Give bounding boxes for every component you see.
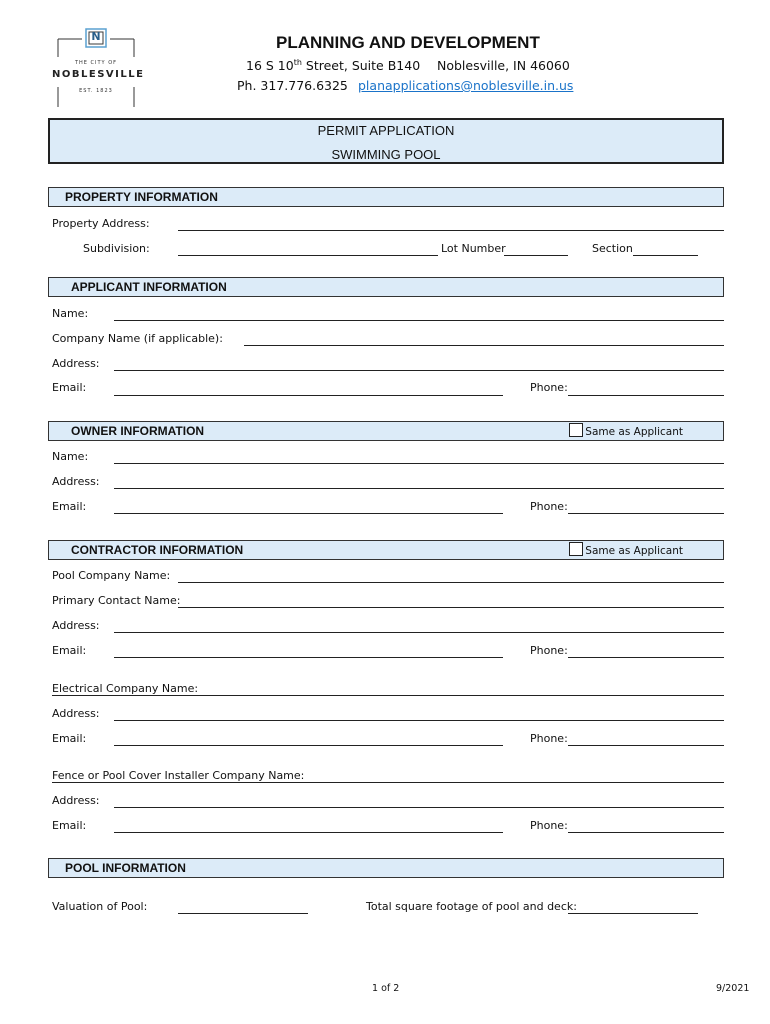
owner-heading: OWNER INFORMATION <box>71 424 205 438</box>
electrical-company-field[interactable] <box>52 695 724 696</box>
owner-address-field[interactable] <box>114 488 724 489</box>
applicant-email-label: Email: <box>52 381 87 394</box>
owner-email-label: Email: <box>52 500 87 513</box>
electrical-address-label: Address: <box>52 707 100 720</box>
applicant-phone-label: Phone: <box>530 381 568 394</box>
section-label: Section <box>592 242 633 255</box>
pool-valuation-field[interactable] <box>178 913 308 914</box>
page-number: 1 of 2 <box>372 983 400 994</box>
pool-sqft-label: Total square footage of pool and deck: <box>366 900 577 913</box>
pool-heading: POOL INFORMATION <box>65 861 186 875</box>
applicant-name-field[interactable] <box>114 320 724 321</box>
fence-address-field[interactable] <box>114 807 724 808</box>
contractor-phone-label: Phone: <box>530 644 568 657</box>
subdivision-label: Subdivision: <box>83 242 150 255</box>
applicant-address-label: Address: <box>52 357 100 370</box>
electrical-address-field[interactable] <box>114 720 724 721</box>
department-address <box>246 58 420 73</box>
contractor-phone-field[interactable] <box>568 657 724 658</box>
logo-city: NOBLESVILLE <box>52 69 145 80</box>
owner-name-field[interactable] <box>114 463 724 464</box>
address-post: Street, Suite B140 <box>301 58 421 74</box>
applicant-address-field[interactable] <box>114 370 724 371</box>
logo-small-top: THE CITY OF <box>74 60 118 66</box>
contractor-section-header <box>48 540 724 560</box>
electrical-phone-field[interactable] <box>568 745 724 746</box>
electrical-company-label: Electrical Company Name: <box>52 682 199 695</box>
owner-name-label: Name: <box>52 450 89 463</box>
lot-number-label: Lot Number <box>441 242 506 255</box>
primary-contact-field[interactable] <box>178 607 724 608</box>
fence-address-label: Address: <box>52 794 100 807</box>
fence-email-label: Email: <box>52 819 87 832</box>
city-logo <box>52 27 145 109</box>
owner-address-label: Address: <box>52 475 100 488</box>
department-email-link[interactable]: planapplications@noblesville.in.us <box>358 78 574 93</box>
pool-company-field[interactable] <box>178 582 724 583</box>
logo-emblem: N <box>91 30 101 43</box>
applicant-email-field[interactable] <box>114 395 503 396</box>
applicant-phone-field[interactable] <box>568 395 724 396</box>
contractor-same-as-applicant-checkbox[interactable] <box>569 542 583 556</box>
subdivision-field[interactable] <box>178 255 438 256</box>
contractor-address-label: Address: <box>52 619 100 632</box>
fence-email-field[interactable] <box>114 832 503 833</box>
permit-type: SWIMMING POOL <box>331 147 441 162</box>
department-title: PLANNING AND DEVELOPMENT <box>276 33 540 52</box>
applicant-heading: APPLICANT INFORMATION <box>71 280 227 294</box>
applicant-company-field[interactable] <box>244 345 724 346</box>
address-sup: th <box>293 58 302 67</box>
pool-sqft-field[interactable] <box>568 913 698 914</box>
electrical-email-field[interactable] <box>114 745 503 746</box>
form-date: 9/2021 <box>716 983 750 994</box>
department-city: Noblesville, IN 46060 <box>437 58 570 73</box>
owner-same-as-applicant-label: Same as Applicant <box>585 426 683 438</box>
owner-same-as-applicant-checkbox[interactable] <box>569 423 583 437</box>
contractor-address-field[interactable] <box>114 632 724 633</box>
owner-section-header <box>48 421 724 441</box>
pool-valuation-label: Valuation of Pool: <box>52 900 148 913</box>
permit-title: PERMIT APPLICATION <box>317 123 455 138</box>
electrical-phone-label: Phone: <box>530 732 568 745</box>
property-heading: PROPERTY INFORMATION <box>65 190 218 204</box>
contractor-same-as-applicant-label: Same as Applicant <box>585 545 683 557</box>
owner-phone-field[interactable] <box>568 513 724 514</box>
electrical-email-label: Email: <box>52 732 87 745</box>
property-section-header <box>48 187 724 207</box>
permit-title-box <box>48 118 724 164</box>
property-address-field[interactable] <box>178 230 724 231</box>
applicant-name-label: Name: <box>52 307 89 320</box>
pool-section-header <box>48 858 724 878</box>
applicant-section-header <box>48 277 724 297</box>
fence-phone-field[interactable] <box>568 832 724 833</box>
contractor-email-field[interactable] <box>114 657 503 658</box>
property-address-label: Property Address: <box>52 217 150 230</box>
fence-installer-field[interactable] <box>52 782 724 783</box>
pool-company-label: Pool Company Name: <box>52 569 171 582</box>
owner-phone-label: Phone: <box>530 500 568 513</box>
primary-contact-label: Primary Contact Name: <box>52 594 181 607</box>
logo-est: EST. 1823 <box>79 88 113 94</box>
department-phone: Ph. 317.776.6325 <box>237 78 348 93</box>
lot-number-field[interactable] <box>504 255 568 256</box>
fence-installer-label: Fence or Pool Cover Installer Company Name: <box>52 769 305 782</box>
contractor-email-label: Email: <box>52 644 87 657</box>
contractor-heading: CONTRACTOR INFORMATION <box>71 543 244 557</box>
owner-email-field[interactable] <box>114 513 503 514</box>
section-field[interactable] <box>633 255 698 256</box>
address-pre: 16 S 10 <box>246 58 294 74</box>
applicant-company-label: Company Name (if applicable): <box>52 332 223 345</box>
fence-phone-label: Phone: <box>530 819 568 832</box>
